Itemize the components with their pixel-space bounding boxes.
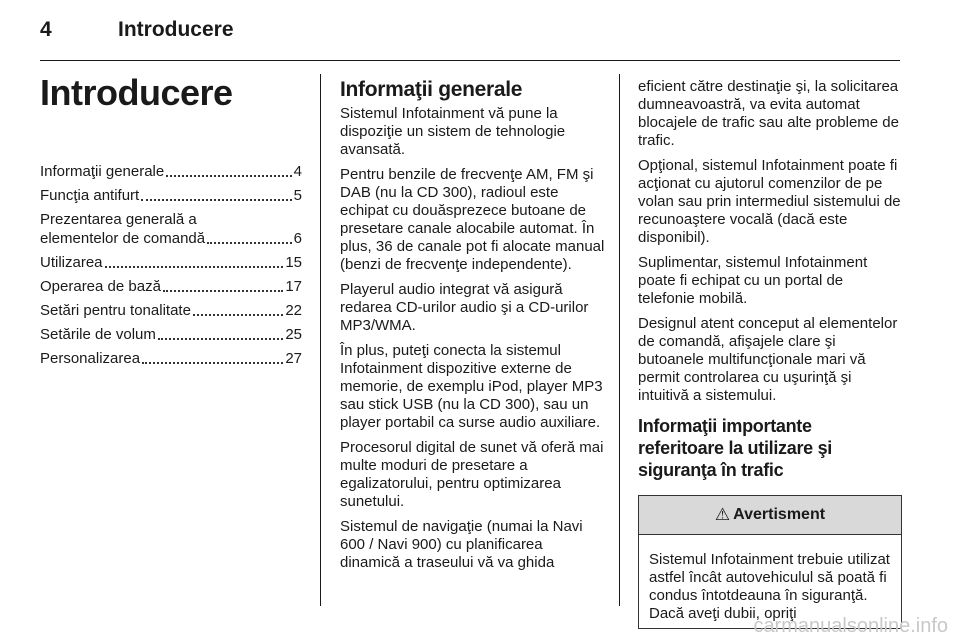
section-column (340, 78, 606, 579)
column-divider (619, 74, 620, 606)
toc-entry-page: 4 (293, 163, 302, 180)
toc-entry-text: Personalizarea (40, 350, 141, 367)
toc-leader-dots (163, 290, 283, 292)
toc-entry-page: 6 (293, 230, 302, 247)
paragraph: Suplimentar, sistemul Infotainment poate fi echipat cu un portal de telefonie mobilă. (638, 254, 868, 307)
toc-entry-page: 17 (285, 278, 302, 295)
paragraph: Sistemul Infotainment vă pune la dispoziţie un sistem de tehnologie avansată. (340, 105, 566, 158)
toc-leader-dots (166, 175, 291, 177)
paragraph: Pentru benzile de frecvenţe AM, FM şi DAB (nu la CD 300), radioul este echipat cu douăsprezece butoane de presetare canale alocabile automat. În plus, 36 de canale pot fi alocate manual (benzi de frecvenţe independente). (340, 166, 605, 273)
warning-header (639, 496, 901, 535)
toc-entry[interactable] (40, 325, 302, 344)
toc-entry-text: Utilizarea (40, 254, 103, 271)
warning-body: Sistemul Infotainment trebuie utilizat astfel încât autovehiculul să poată fi condus întotdeauna în siguranţă. Dacă aveţi dubii, opriţi (649, 551, 890, 622)
toc-leader-dots (142, 362, 283, 364)
chapter-title: Introducere (40, 72, 233, 113)
warning-title: Avertisment (733, 506, 826, 523)
paragraph: Playerul audio integrat vă asigură redarea CD-urilor audio şi a CD-urilor MP3/WMA. (340, 281, 589, 334)
continuation-column (638, 78, 902, 629)
toc-entry[interactable] (40, 277, 302, 296)
paragraph: Procesorul digital de sunet vă oferă mai multe moduri de presetare a egalizatorului, pentru optimizarea sunetului. (340, 439, 604, 510)
toc-leader-dots (207, 242, 292, 244)
toc-entry-text: Operarea de bază (40, 278, 161, 295)
header-rule (40, 60, 900, 61)
toc-entry-page: 25 (285, 326, 302, 343)
toc-entry[interactable] (40, 349, 302, 368)
warning-box (638, 495, 902, 629)
paragraph: În plus, puteţi conecta la sistemul Infotainment dispozitive externe de memorie, de exemplu iPod, player MP3 sau stick USB (nu la CD 300), sau un player portabil ca surse audio auxiliare. (340, 342, 603, 431)
paragraph: eficient către destinaţie şi, la solicitarea dumneavoastră, va evita automat blocajele de trafic sau alte probleme de trafic. (638, 78, 899, 149)
paragraph: Sistemul de navigaţie (numai la Navi 600 / Navi 900) cu planificarea dinamică a traseului vă va ghida (340, 518, 583, 571)
section-title: Informaţii generale (340, 78, 523, 101)
toc-entry-page: 22 (285, 302, 302, 319)
page-header (40, 18, 900, 58)
paragraph: Opţional, sistemul Infotainment poate fi acţionat cu ajutorul comenzilor de pe volan sau prin intermediul sistemului de recunoaştere vocală (dacă este disponibil). (638, 157, 901, 246)
toc-leader-dots (105, 266, 284, 268)
toc-entry-text: Funcţia antifurt (40, 187, 140, 204)
toc-entry-text: Setările de volum (40, 326, 156, 343)
watermark: carmanualsonline.info (753, 615, 948, 637)
toc-entry-text: Setări pentru tonalitate (40, 302, 191, 319)
toc-entry[interactable] (40, 210, 302, 248)
toc-entry[interactable] (40, 186, 302, 205)
toc-leader-dots (158, 338, 283, 340)
toc-entry-page: 5 (293, 187, 302, 204)
toc-entry[interactable] (40, 162, 302, 181)
toc-entry-page: 27 (285, 350, 302, 367)
toc-entry[interactable] (40, 253, 302, 272)
page-number: 4 (40, 18, 52, 41)
table-of-contents (40, 70, 302, 373)
paragraph: Designul atent conceput al elementelor de comandă, afişajele clare şi butoanele multifuncţionale mari vă permit controlarea cu uşurinţă şi intuitivă a sistemului. (638, 315, 898, 404)
warning-triangle-icon: ⚠ (714, 505, 731, 524)
toc-entry-page: 15 (285, 254, 302, 271)
toc-leader-dots (141, 199, 291, 201)
toc-entry-text: Informaţii generale (40, 163, 165, 180)
column-divider (320, 74, 321, 606)
toc-entry-text: Prezentarea generală a elementelor de comandă (40, 211, 206, 247)
toc-leader-dots (193, 314, 283, 316)
running-title: Introducere (118, 18, 234, 41)
subsection-title: Informaţii importante referitoare la utilizare şi siguranţa în trafic (638, 416, 832, 480)
toc-entry[interactable] (40, 301, 302, 320)
